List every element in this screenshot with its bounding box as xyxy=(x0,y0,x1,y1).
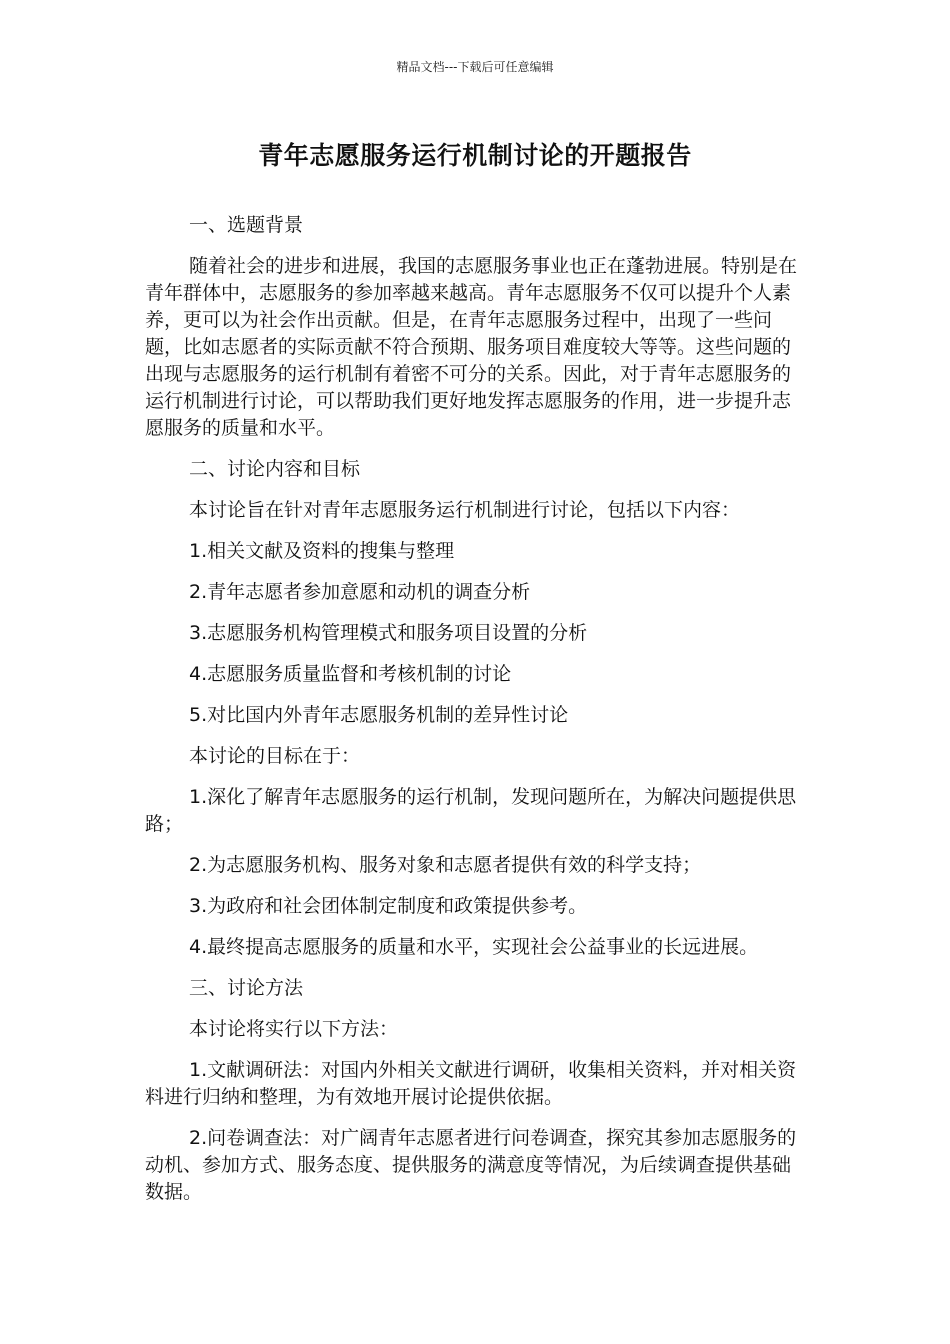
content-item-2: 2.青年志愿者参加意愿和动机的调查分析 xyxy=(189,581,531,603)
method-item-1: 1.文献调研法：对国内外相关文献进行调研，收集相关资料，并对相关资料进行归纳和整理，为有效地开展讨论提供依据。 xyxy=(145,1059,797,1108)
paragraph-methods-intro: 本讨论将实行以下方法： xyxy=(189,1018,399,1040)
content-item-3: 3.志愿服务机构管理模式和服务项目设置的分析 xyxy=(189,622,588,644)
content-item-4: 4.志愿服务质量监督和考核机制的讨论 xyxy=(189,663,512,685)
goal-item-3: 3.为政府和社会团体制定制度和政策提供参考。 xyxy=(189,895,588,917)
goal-item-2: 2.为志愿服务机构、服务对象和志愿者提供有效的科学支持； xyxy=(189,854,702,876)
paragraph-content-intro: 本讨论旨在针对青年志愿服务运行机制进行讨论，包括以下内容： xyxy=(189,499,741,521)
paragraph-goals-intro: 本讨论的目标在于： xyxy=(189,745,361,767)
content-item-1: 1.相关文献及资料的搜集与整理 xyxy=(189,540,455,562)
paragraph-background: 随着社会的进步和进展，我国的志愿服务事业也正在蓬勃进展。特别是在青年群体中，志愿服务的参加率越来越高。青年志愿服务不仅可以提升个人素养，更可以为社会作出贡献。但是，在青年志愿服务过程中，出现了一些问题，比如志愿者的实际贡献不符合预期、服务项目难度较大等等。这些问题的出现与志愿服务的运行机制有着密不可分的关系。因此，对于青年志愿服务的运行机制进行讨论，可以帮助我们更好地发挥志愿服务的作用，进一步提升志愿服务的质量和水平。 xyxy=(145,255,798,439)
page-header: 精品文档---下载后可任意编辑 xyxy=(396,60,554,74)
document-body xyxy=(145,212,805,1220)
section-heading-content-goals: 二、讨论内容和目标 xyxy=(189,458,361,480)
goal-item-1: 1.深化了解青年志愿服务的运行机制，发现问题所在，为解决问题提供思路； xyxy=(145,786,797,835)
section-heading-background: 一、选题背景 xyxy=(189,214,304,236)
content-item-5: 5.对比国内外青年志愿服务机制的差异性讨论 xyxy=(189,704,569,726)
method-item-2: 2.问卷调查法：对广阔青年志愿者进行问卷调查，探究其参加志愿服务的动机、参加方式、服务态度、提供服务的满意度等情况，为后续调查提供基础数据。 xyxy=(145,1127,797,1203)
goal-item-4: 4.最终提高志愿服务的质量和水平，实现社会公益事业的长远进展。 xyxy=(189,936,759,958)
document-title: 青年志愿服务运行机制讨论的开题报告 xyxy=(258,141,692,170)
section-heading-methods: 三、讨论方法 xyxy=(189,977,304,999)
